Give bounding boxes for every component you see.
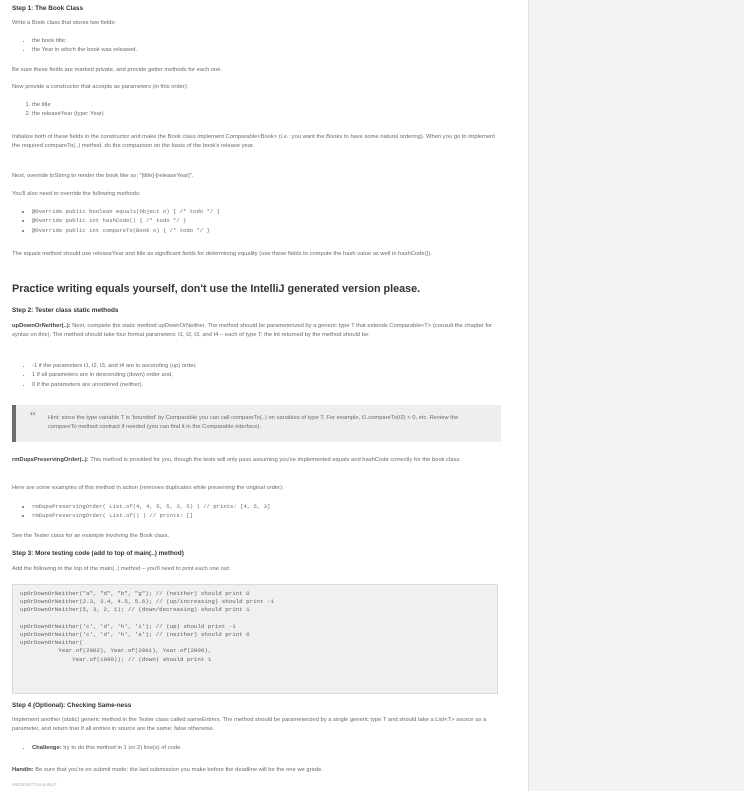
method-item: • @Override public int hashCode() { /* todo */ } [32, 216, 500, 225]
updown-description [12, 322, 500, 341]
challenge-text: try to do this method in 1 (or 2) line(s) of code. [63, 745, 182, 751]
handin-note [12, 766, 500, 775]
handin-text: Be sure that you're on submit mode; the last submission you make before the deadline will be the one we grade. [35, 767, 323, 773]
return-item: • 1 if all parameters are in descending (down) order and, [32, 371, 500, 380]
field-item: • the book title; [32, 37, 500, 46]
method-item: • @Override public int compareTo(Book o) { /* todo */ } [32, 226, 500, 235]
practice-heading: Practice writing equals yourself, don't use the IntelliJ generated version please. [12, 283, 421, 295]
hint-blockquote [12, 405, 501, 442]
tester-note: See the Tester class for an example involving the Book class. [12, 533, 170, 539]
updown-text: Next, complete the static method upDownOrNeither. The method should be parameterized by a generic type T that extends Comparable<T> (consult the chapter for syntax on this). The method should take four formal parameters: t1, t2, t3, and t4 – each of type T; the int returned by the method should be: [12, 323, 493, 339]
code-block [12, 584, 498, 694]
rmdups-label: rmDupsPreservingOrder(..): [12, 457, 89, 463]
updown-label: upDownOrNeither(..): [12, 323, 71, 329]
return-values-list [12, 362, 500, 390]
tostring-note: Next, override toString to render the book like so: "[title]-[releaseYear]". [12, 173, 194, 179]
constructor-note: Now provide a constructor that accepts as parameters (in this order): [12, 84, 189, 90]
step1-fields-list [12, 37, 500, 56]
challenge-item [32, 744, 500, 753]
handin-label: Handin: [12, 767, 34, 773]
constructor-params-list [12, 101, 500, 120]
step1-intro: Write a Book class that stores two fields: [12, 20, 116, 26]
step2-heading: Step 2: Tester class static methods [12, 307, 119, 314]
step3-intro: Add the following to the top of the main(..) method – you'll need to print each one out: [12, 566, 231, 572]
method-item: • @Override public boolean equals(Object o) { /* todo */ } [32, 207, 500, 216]
hint-text: Hint: since the type variable T is 'bounded' by Comparable you can call compareTo(..) on variables of type T. For example, t1.compareTo(t2) < 0, etc. Review the compareTo method contract if needed (you can find it in the Comparable interface). [48, 415, 459, 431]
step3-heading: Step 3: More testing code (add to top of main(..) method) [12, 550, 184, 557]
private-note: Be sure these fields are marked private, and provide getter methods for each one. [12, 67, 223, 73]
quote-icon: “ [30, 408, 36, 423]
challenge-label: Challenge: [32, 745, 62, 751]
rmdups-text: This method is provided for you, though the tests will only pass assuming you've implemented equals and hashCode correctly for the book class. [90, 457, 461, 463]
init-note: Initialize both of these fields in the constructor and make the Book class implement Comparable<Book> (i.e.: you want the Books to have some natural ordering). When you go to implement the required compareTo(..) method, do the comparison on the basis of the book's release year. [12, 134, 496, 150]
examples-note: Here are some examples of this method in action (removes duplicates while preserving the original order): [12, 485, 284, 491]
return-item: • 0 if the parameters are unordered (neither). [32, 381, 500, 390]
override-methods-list [12, 207, 500, 235]
return-item: • -1 if the parameters t1, t2, t3, and t4 are in ascending (up) order, [32, 362, 500, 371]
step4-heading: Step 4 (Optional): Checking Same-ness [12, 702, 132, 709]
param-item: 1. the title [32, 101, 500, 110]
step1-heading: Step 1: The Book Class [12, 5, 84, 12]
step4-text: Implement another (static) generic method in the Tester class called sameEntries. The method should be parameterized by a single generic type T and should take a List<T> source as a parameter, and return true if all entries in source are the same; false otherwise. [12, 717, 487, 733]
rmdups-description [12, 456, 500, 465]
example-item: • rmDupsPreservingOrder( List.of() ) // prints: [] [32, 511, 500, 520]
equals-note: The equals method should use releaseYear and title as significant fields for determining equality (use these fields to compute the hash value as well in hashCode()). [12, 251, 432, 257]
challenge-list [12, 744, 500, 753]
code-text: upOrDownOrNeither("a", "d", "b", "g"); // (neither) should print 0 upOrDownOrNeither(2.3, 3.4, 4.5, 5.6); // (up/increasing) should print -1 upOrDownOrNeither(5, 3, 2, 1); // (down/decreasing) should print 1 upOrDownOrNeither('c', 'd', 'h', 'i'); // (up) should print -1 upOrDownOrNeither('c', 'd', 'h', 'a'); // (neither) should print 0 upOrDownOrNeither( Year.of(2002), Year.of(2001), Year.of(2000), Year.of(1990)); // (down) should print 1 [20, 590, 274, 663]
param-item: 2. the releaseYear (type: Year) [32, 110, 500, 119]
right-side-panel [529, 0, 744, 791]
footer-id: 493281897744-policy7 [12, 782, 57, 787]
field-item: • the Year in which the book was released. [32, 46, 500, 55]
examples-list [12, 502, 500, 521]
example-item: • rmDupsPreservingOrder( List.of(4, 4, 5, 5, 3, 5) ) // prints: [4, 5, 3] [32, 502, 500, 511]
override-note: You'll also need to override the following methods: [12, 191, 141, 197]
